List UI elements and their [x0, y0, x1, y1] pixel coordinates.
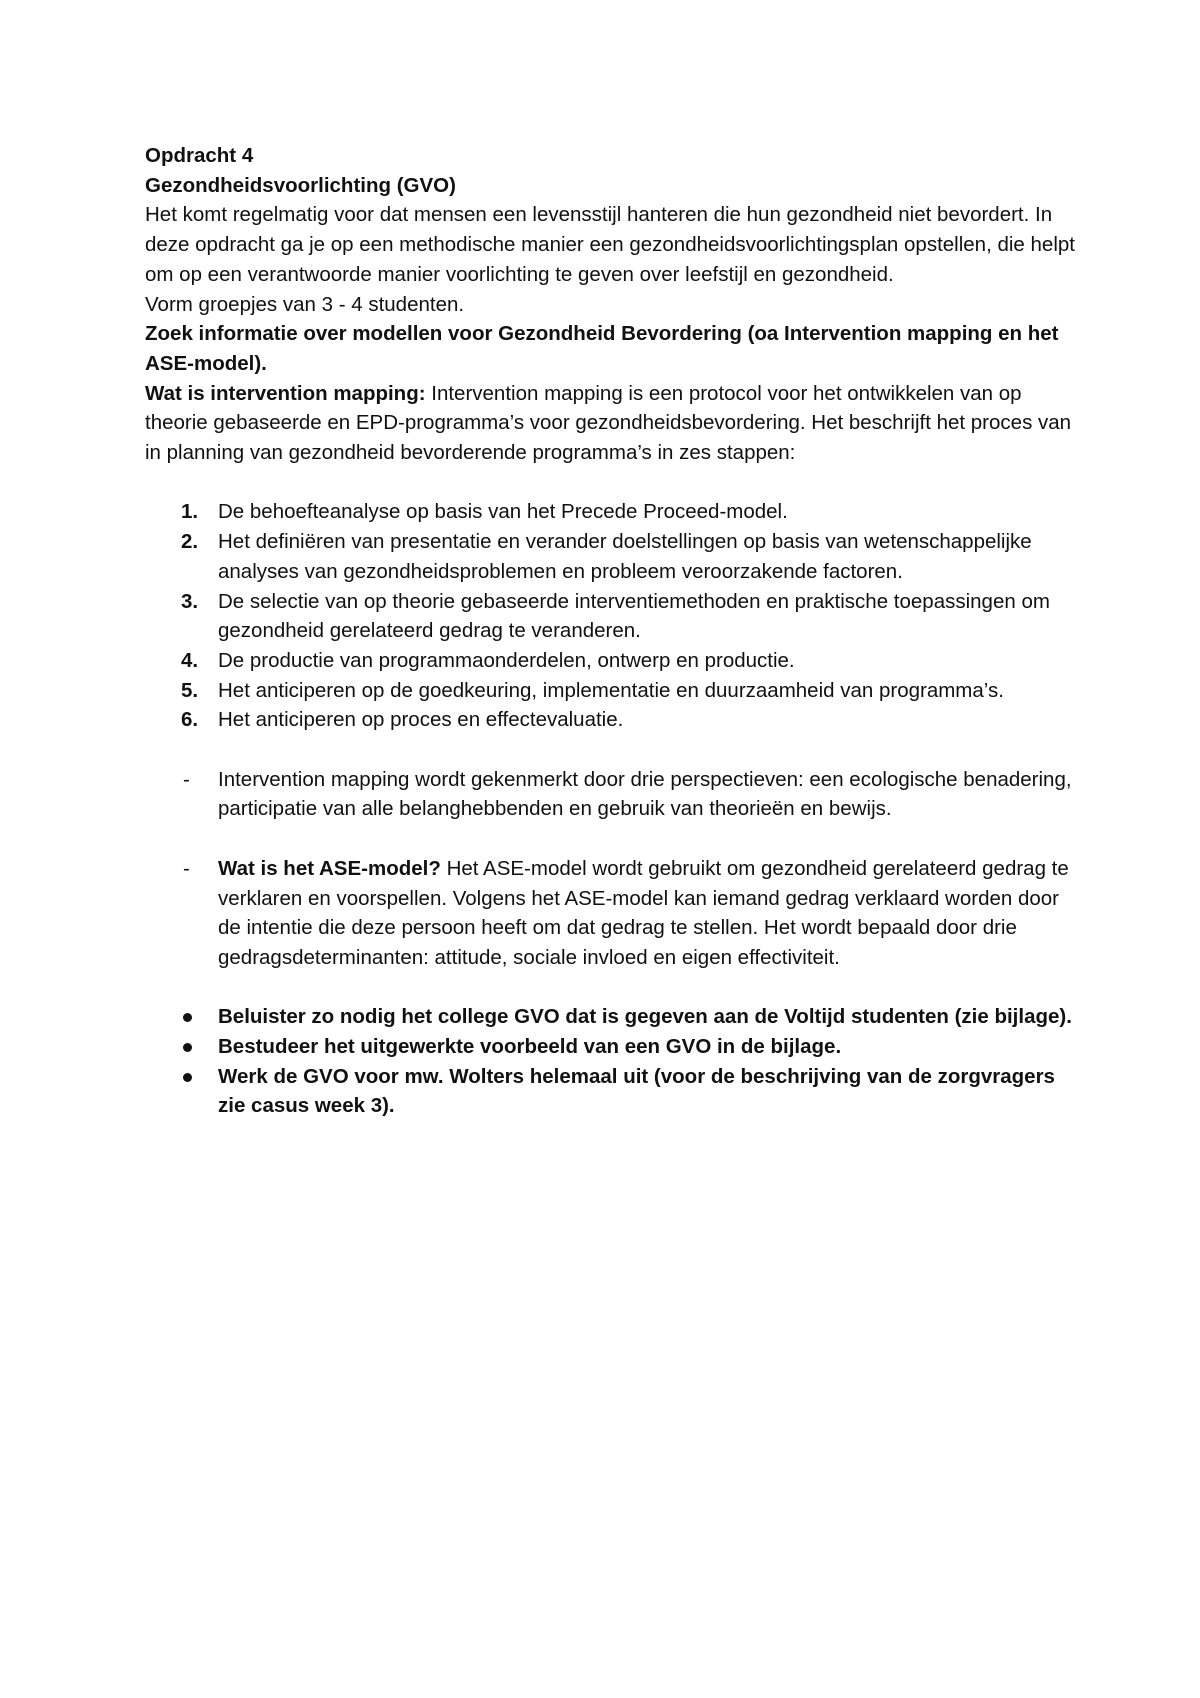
document-subtitle: Gezondheidsvoorlichting (GVO) [145, 173, 456, 197]
spacer [145, 735, 1075, 765]
intro-paragraph: Het komt regelmatig voor dat mensen een levensstijl hanteren die hun gezondheid niet bevordert. In deze opdracht ga je op een methodische manier een gezondheidsvoorlichtingsplan opstellen, die helpt om op een verantwoorde manier voorlichting te geven over leefstijl en gezondheid. [145, 203, 1075, 286]
document-title: Opdracht 4 [145, 144, 254, 167]
perspectives-text: Intervention mapping wordt gekenmerkt door drie perspectieven: een ecologische benadering, participatie van alle belanghebbenden en gebruik van theorieën en bewijs. [218, 767, 1072, 821]
list-item [145, 854, 1075, 973]
step-text: De selectie van op theorie gebaseerde interventiemethoden en praktische toepassingen om gezondheid gerelateerd gedrag te veranderen. [218, 589, 1050, 643]
spacer [145, 468, 1075, 498]
step-text: Het anticiperen op proces en effectevaluatie. [218, 708, 624, 732]
ase-question: Wat is het ASE-model? [218, 856, 441, 880]
list-item [145, 1032, 1075, 1062]
task-text: Werk de GVO voor mw. Wolters helemaal uit (voor de beschrijving van de zorgvragers zie casus week 3). [218, 1064, 1055, 1118]
step-text: De behoefteanalyse op basis van het Precede Proceed-model. [218, 500, 788, 524]
step-number: 5. [181, 678, 199, 702]
task-text: Beluister zo nodig het college GVO dat is gegeven aan de Voltijd studenten (zie bijlage). [218, 1005, 1072, 1029]
steps-list [145, 497, 1075, 735]
list-item [145, 1002, 1075, 1032]
bullet-icon [183, 1073, 192, 1082]
list-item [145, 646, 1075, 676]
groups-instruction: Vorm groepjes van 3 - 4 studenten. [145, 292, 465, 316]
list-item [145, 497, 1075, 527]
list-item [145, 676, 1075, 706]
list-item [145, 1062, 1075, 1121]
list-item [145, 765, 1075, 824]
dash-marker: - [183, 767, 190, 791]
step-number: 2. [181, 530, 199, 554]
ase-answer: Het ASE-model wordt gebruikt om gezondheid gerelateerd gedrag te verklaren en voorspellen. Volgens het ASE-model kan iemand gedrag verklaard worden door de intentie die deze persoon heeft om dat gedrag te stellen. Het wordt bepaald door drie gedragsdeterminanten: attitude, sociale invloed en eigen effectiviteit. [218, 856, 1069, 969]
document-page [145, 141, 1075, 1121]
dash-list [145, 854, 1075, 973]
spacer [145, 824, 1075, 854]
dash-list [145, 765, 1075, 824]
step-text: De productie van programmaonderdelen, ontwerp en productie. [218, 648, 795, 672]
bullet-icon [183, 1043, 192, 1052]
step-text: Het definiëren van presentatie en verander doelstellingen op basis van wetenschappelijke analyses van gezondheidsproblemen en probleem veroorzakende factoren. [218, 530, 1032, 583]
intervention-mapping-answer: Intervention mapping is een protocol voor het ontwikkelen van op theorie gebaseerde en EPD-programma’s voor gezondheidsbevordering. Het beschrijft het proces van in planning van gezondheid bevorderende programma’s in zes stappen: [145, 381, 1072, 465]
dash-marker: - [183, 856, 190, 880]
intervention-mapping-paragraph [145, 379, 1075, 468]
step-number: 3. [181, 589, 199, 613]
step-number: 4. [181, 648, 199, 672]
tasks-list [145, 1002, 1075, 1121]
intervention-mapping-question: Wat is intervention mapping: [145, 381, 426, 405]
list-item [145, 705, 1075, 735]
search-task: Zoek informatie over modellen voor Gezondheid Bevordering (oa Intervention mapping en het ASE-model). [145, 322, 1059, 375]
list-item [145, 587, 1075, 646]
task-text: Bestudeer het uitgewerkte voorbeeld van een GVO in de bijlage. [218, 1035, 842, 1059]
step-number: 1. [181, 500, 199, 524]
list-item [145, 527, 1075, 586]
step-number: 6. [181, 708, 199, 732]
bullet-icon [183, 1013, 192, 1022]
step-text: Het anticiperen op de goedkeuring, implementatie en duurzaamheid van programma’s. [218, 678, 1004, 702]
spacer [145, 973, 1075, 1003]
